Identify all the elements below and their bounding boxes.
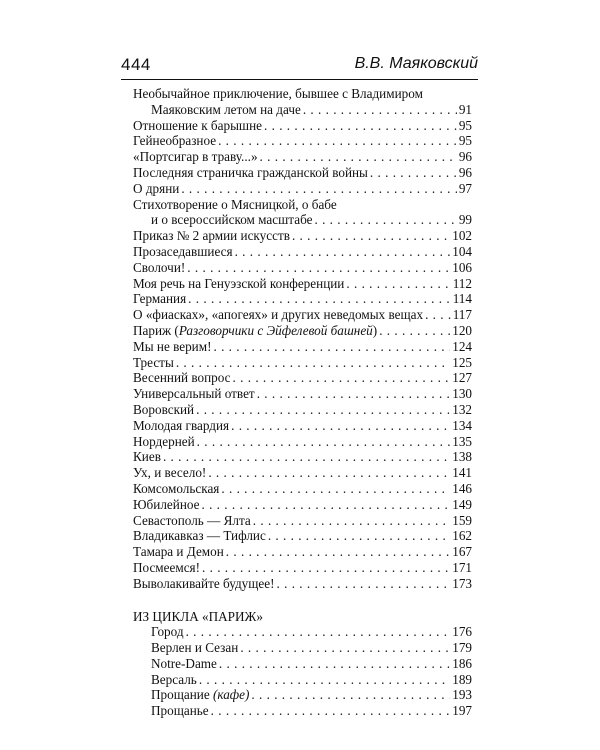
toc-entry — [133, 276, 472, 292]
toc-page-number: 124 — [452, 338, 472, 354]
toc-entry-first-line: Необычайное приключение, бывшее с Владимиром — [133, 86, 423, 101]
toc-page-number: 197 — [452, 703, 472, 719]
toc-entry-title — [133, 165, 368, 181]
toc-page-number: 97 — [458, 180, 472, 196]
toc-entry — [133, 260, 472, 276]
toc-entry — [133, 544, 472, 560]
toc-entry-title — [133, 513, 251, 529]
leader-dots — [370, 165, 457, 181]
toc-entry — [133, 656, 472, 672]
toc-title-text: Ух, и весело! — [133, 465, 207, 481]
toc-page-number: 162 — [452, 528, 472, 544]
toc-page-number: 186 — [452, 655, 472, 671]
toc-title-text: Notre-Dame — [151, 655, 217, 671]
toc-entry — [133, 513, 472, 529]
toc-page-number: 135 — [452, 433, 472, 449]
toc-entry — [133, 307, 472, 323]
toc-title-text: Молодая гвардия — [133, 417, 230, 433]
toc-entry — [133, 370, 472, 386]
toc-title-text: Универсальный ответ — [133, 386, 255, 402]
toc-title-text: Воровский — [133, 401, 195, 417]
toc-entry — [133, 149, 472, 165]
section-heading: ИЗ ЦИКЛА «ПАРИЖ» — [133, 608, 263, 624]
toc-entry — [133, 355, 472, 371]
toc-page-number: 91 — [458, 101, 472, 117]
leader-dots — [253, 513, 450, 529]
toc-page-number: 132 — [452, 401, 472, 417]
toc-entry — [133, 560, 472, 576]
toc-title-text: Приказ № 2 армии искусств — [133, 228, 290, 244]
leader-dots — [213, 339, 450, 355]
toc-title-text: Комсомольская — [133, 480, 220, 496]
leader-dots — [314, 212, 456, 228]
leader-dots — [235, 244, 451, 260]
toc-page-number: 114 — [452, 291, 472, 307]
leader-dots — [218, 133, 457, 149]
toc-page-number: 130 — [452, 386, 472, 402]
leader-dots — [186, 624, 451, 640]
toc-entry-title — [133, 386, 255, 402]
leader-dots — [211, 703, 451, 719]
toc-entry-title — [133, 291, 186, 307]
leader-dots — [268, 528, 450, 544]
toc-entry — [133, 434, 472, 450]
leader-dots — [257, 386, 451, 402]
toc-page-number: 149 — [452, 496, 472, 512]
toc-title-text: Гейнеобразное — [133, 133, 217, 149]
toc-title-text: Отношение к барышне — [133, 117, 262, 133]
toc-page-number: 95 — [458, 117, 472, 133]
leader-dots — [260, 149, 457, 165]
leader-dots — [208, 465, 450, 481]
toc-title-text: Весенний вопрос — [133, 370, 231, 386]
toc-page-number: 125 — [452, 354, 472, 370]
toc-title-text: О дряни — [133, 180, 180, 196]
toc-entry — [133, 703, 472, 719]
toc-entry — [133, 640, 472, 656]
toc-entry — [133, 181, 472, 197]
toc-entry-title — [133, 560, 200, 576]
leader-dots — [196, 402, 450, 418]
toc-entry — [133, 497, 472, 513]
toc-entry-title — [133, 276, 344, 292]
toc-title-text: Посмеемся! — [133, 559, 201, 575]
toc-entry-title — [133, 355, 174, 371]
toc-title-text: Нордерней — [133, 433, 195, 449]
toc-page-number: 96 — [458, 164, 472, 180]
toc-page-number: 102 — [452, 228, 472, 244]
toc-entry-title — [133, 497, 199, 513]
toc-page-number: 127 — [452, 370, 472, 386]
toc-entry — [133, 102, 472, 118]
leader-dots — [202, 560, 450, 576]
leader-dots — [221, 481, 450, 497]
toc-entry-title — [133, 323, 377, 339]
toc-entry-title — [133, 244, 233, 260]
toc-entry-title — [151, 672, 197, 688]
toc-entry — [133, 339, 472, 355]
toc-page-number: 189 — [452, 671, 472, 687]
leader-dots — [277, 576, 451, 592]
toc-title-text: Моя речь на Генуэзской конференции — [133, 275, 345, 291]
running-title: В.В. Маяковский — [354, 55, 478, 72]
toc-entry — [133, 672, 472, 688]
toc-entry — [133, 402, 472, 418]
leader-dots — [226, 544, 450, 560]
toc-entry — [133, 576, 472, 592]
leader-dots — [233, 370, 451, 386]
toc-entry-title — [151, 102, 301, 118]
toc-page-number: 138 — [452, 449, 472, 465]
leader-dots — [199, 672, 450, 688]
toc-title-text: Сволочи! — [133, 259, 186, 275]
page-number: 444 — [121, 55, 151, 74]
toc-entry-title — [133, 481, 219, 497]
toc-page-number: 141 — [452, 465, 472, 481]
toc-entry-title — [133, 528, 266, 544]
toc-entry — [133, 418, 472, 434]
toc-entry — [133, 687, 472, 703]
toc-entry — [133, 323, 472, 339]
leader-dots — [346, 276, 450, 292]
toc-page-number: 173 — [452, 575, 472, 591]
leader-dots — [231, 418, 450, 434]
toc-entry — [133, 528, 472, 544]
toc-title-text: Прозаседавшиеся — [133, 243, 233, 259]
toc-entry — [133, 228, 472, 244]
toc-entry-title — [133, 149, 258, 165]
toc-page-number: 159 — [452, 512, 472, 528]
leader-dots — [201, 497, 450, 513]
leader-dots — [176, 355, 450, 371]
leader-dots — [251, 687, 450, 703]
toc-title-text: Прощанье — [151, 703, 209, 719]
toc-entry — [133, 118, 472, 134]
toc-entry-title — [151, 703, 209, 719]
toc-title-text: Тресты — [133, 354, 174, 370]
leader-dots — [188, 291, 451, 307]
toc-title-text: Версаль — [151, 671, 197, 687]
toc-title-italic: (кафе) — [212, 687, 250, 703]
toc-title-text: Верлен и Сезан — [151, 640, 239, 656]
toc-title-text: О «фиасках», «апогеях» и других неведомых вещах — [133, 307, 424, 323]
toc-title-text: Последняя страничка гражданской войны — [133, 164, 368, 180]
toc-page-number: 99 — [458, 212, 472, 228]
toc-entry-title — [151, 212, 312, 228]
toc-entry-title — [133, 260, 185, 276]
leader-dots — [264, 118, 457, 134]
toc-page-number: 96 — [458, 149, 472, 165]
toc-page-number: 95 — [458, 133, 472, 149]
toc-page-number: 176 — [452, 624, 472, 640]
toc-title-text: Маяковским летом на даче — [151, 101, 301, 117]
leader-dots — [219, 656, 450, 672]
toc-entry-title — [133, 449, 161, 465]
toc-entry — [133, 212, 472, 228]
toc-title-text: Севастополь — Ялта — [133, 512, 251, 528]
toc-title-text: Юбилейное — [133, 496, 200, 512]
toc-entry — [133, 133, 472, 149]
toc-title-text: Париж ( — [133, 322, 179, 338]
leader-dots — [197, 434, 451, 450]
leader-dots — [425, 307, 451, 323]
toc-entry — [133, 386, 472, 402]
leader-dots — [292, 228, 450, 244]
toc-page-number: 106 — [452, 259, 472, 275]
toc-entry-title — [133, 418, 229, 434]
toc-title-text: и о всероссийском масштабе — [151, 212, 313, 228]
toc-entry-title — [133, 339, 211, 355]
toc-entry-title — [133, 118, 262, 134]
toc-entry-title — [133, 576, 275, 592]
toc-entry-title — [151, 687, 249, 703]
toc-page-number: 146 — [452, 480, 472, 496]
toc-page-number: 112 — [452, 275, 472, 291]
toc-entry — [133, 244, 472, 260]
toc-page-number: 134 — [452, 417, 472, 433]
toc-title-text: Тамара и Демон — [133, 544, 224, 560]
toc-title-italic: Разговорчики с Эйфелевой башней — [178, 322, 373, 338]
toc-title-text: Киев — [133, 449, 161, 465]
toc-entry-first-line: Стихотворение о Мясницкой, о бабе — [133, 196, 337, 212]
toc-entry-title — [133, 133, 216, 149]
toc-page-number: 120 — [452, 322, 472, 338]
leader-dots — [379, 323, 450, 339]
toc-entry — [133, 291, 472, 307]
header-rule — [121, 79, 478, 80]
toc-entry-title — [133, 465, 206, 481]
toc-entry-title — [133, 402, 194, 418]
toc-title-text: Город — [151, 624, 184, 640]
toc-title-text: Выволакивайте будущее! — [133, 575, 275, 591]
toc-page-number: 117 — [452, 307, 472, 323]
toc-title-text: Мы не верим! — [133, 338, 212, 354]
toc-entry — [133, 624, 472, 640]
leader-dots — [303, 102, 457, 118]
toc-page-number: 193 — [452, 687, 472, 703]
toc-entry — [133, 449, 472, 465]
toc-entry-title — [133, 544, 224, 560]
toc-entry — [133, 481, 472, 497]
toc-title-text: Германия — [133, 291, 187, 307]
toc-entry-title — [133, 307, 423, 323]
toc-entry — [133, 165, 472, 181]
leader-dots — [187, 260, 450, 276]
toc-entry — [133, 465, 472, 481]
toc-page-number: 104 — [452, 243, 472, 259]
leader-dots — [181, 181, 457, 197]
toc-entry-title — [133, 370, 231, 386]
toc-entry-title — [133, 434, 195, 450]
leader-dots — [163, 449, 450, 465]
toc-entry-title — [133, 181, 179, 197]
toc-entry-title — [151, 656, 217, 672]
toc-page-number: 171 — [452, 559, 472, 575]
page-header — [121, 55, 478, 81]
toc-page-number: 167 — [452, 544, 472, 560]
toc-title-text: Владикавказ — Тифлис — [133, 528, 266, 544]
leader-dots — [240, 640, 450, 656]
toc-entry-title — [151, 640, 238, 656]
toc-page-number: 179 — [452, 640, 472, 656]
table-of-contents — [133, 86, 472, 719]
toc-title-text: Прощание — [151, 687, 213, 703]
toc-title-end: ) — [372, 322, 378, 338]
toc-entry-title — [151, 624, 184, 640]
toc-entry-title — [133, 228, 290, 244]
toc-title-text: «Портсигар в траву...» — [133, 149, 258, 165]
